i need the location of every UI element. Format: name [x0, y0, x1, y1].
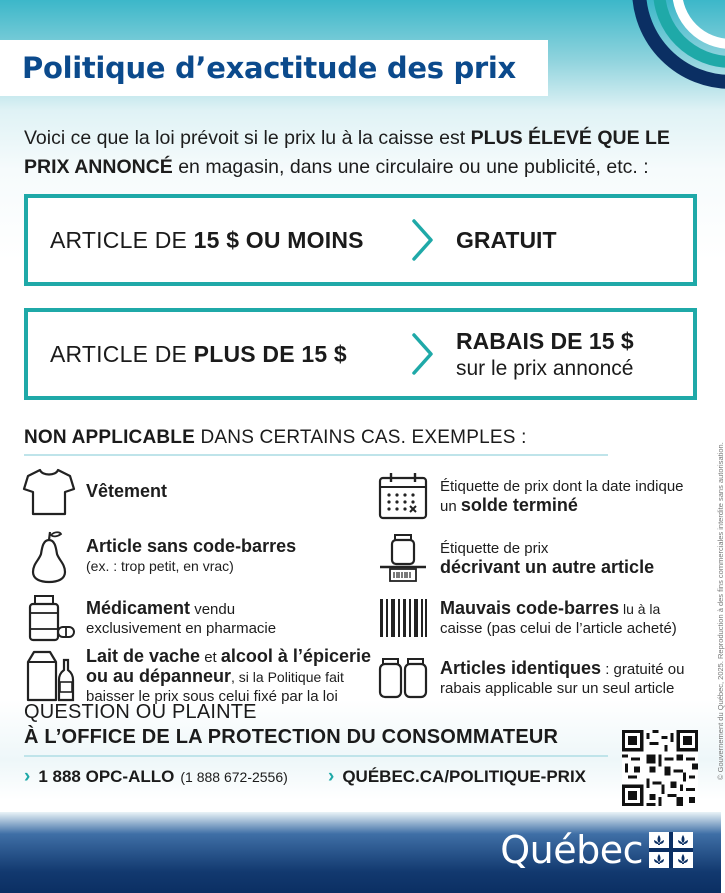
- item-label-3: ou au dépanneur: [86, 665, 232, 686]
- item-label-mid: et: [200, 648, 221, 666]
- exception-item-wrong-barcode: [374, 588, 677, 648]
- medicine-icon: [20, 588, 78, 648]
- exception-item-other-article: [374, 528, 654, 588]
- exception-item-medication: [20, 588, 276, 648]
- rule-result-bold: RABAIS DE 15 $: [456, 327, 634, 354]
- item-detail: Étiquette de prix dont la date indique: [440, 477, 684, 495]
- divider: [24, 755, 608, 757]
- item-label: Médicament: [86, 597, 191, 618]
- intro-part2: en magasin, dans une circulaire ou une publicité, etc. :: [172, 156, 649, 178]
- fleur-de-lis-flag-icon: [649, 832, 693, 868]
- rule-result-sub: sur le prix annoncé: [456, 356, 634, 380]
- item-label-2: alcool à l’épicerie: [220, 645, 371, 666]
- not-applicable-rest: DANS CERTAINS CAS. EXEMPLES :: [195, 427, 527, 448]
- rule-condition-bold: 15 $ OU MOINS: [193, 226, 364, 253]
- intro-bold: PLUS ÉLEVÉ QUE LE PRIX ANNONCÉ: [24, 127, 670, 178]
- chevron-right-icon: ›: [328, 766, 335, 787]
- quebec-logo: [500, 828, 693, 872]
- rule-result-bold: GRATUIT: [456, 226, 557, 253]
- rule-condition-prefix: ARTICLE DE: [50, 226, 194, 253]
- rule-box-over-15: [24, 308, 697, 400]
- rule-result: [448, 227, 557, 254]
- contact-heading: [24, 700, 558, 750]
- item-detail-2: un: [440, 497, 461, 515]
- rule-condition: [28, 227, 398, 254]
- exception-item-expired-sale: [374, 466, 684, 526]
- contact-heading-line1: QUESTION OU PLAINTE: [24, 701, 257, 723]
- rule-condition: [28, 341, 398, 368]
- item-label-after: , si la Politique fait: [231, 668, 344, 685]
- website-url[interactable]: QUÉBEC.CA/POLITIQUE-PRIX: [342, 767, 587, 786]
- item-detail: baisser le prix sous celui fixé par la loi: [86, 687, 338, 705]
- item-detail: (ex. : trop petit, en vrac): [86, 557, 234, 574]
- rule-condition-prefix: ARTICLE DE: [50, 340, 194, 367]
- tshirt-icon: [20, 462, 78, 522]
- website-link[interactable]: [328, 766, 586, 788]
- not-applicable-heading: [24, 427, 527, 449]
- page-title: Politique d’exactitude des prix: [22, 51, 516, 85]
- not-applicable-bold: NON APPLICABLE: [24, 427, 195, 448]
- rule-result: [448, 328, 634, 381]
- exception-item-identical-articles: [374, 648, 684, 708]
- item-label-after: vendu: [190, 600, 236, 618]
- item-label: Lait de vache: [86, 645, 201, 666]
- item-label: décrivant un autre article: [440, 556, 655, 577]
- exception-item-clothing: [20, 462, 167, 522]
- item-label: solde terminé: [460, 494, 578, 515]
- calendar-icon: [374, 466, 432, 526]
- pear-icon: [20, 526, 78, 586]
- chevron-right-icon: [398, 218, 448, 262]
- exception-item-milk-alcohol: [20, 646, 371, 706]
- contact-heading-line2: À L’OFFICE DE LA PROTECTION DU CONSOMMATEUR: [24, 726, 559, 748]
- item-detail: rabais applicable sur un seul article: [440, 679, 675, 697]
- rule-box-15-or-less: [24, 194, 697, 286]
- item-detail: Étiquette de prix: [440, 539, 549, 557]
- phone-number-alt: (1 888 672-2556): [180, 769, 288, 785]
- item-label: Articles identiques: [440, 657, 602, 678]
- phone-number[interactable]: 1 888 OPC-ALLO: [38, 767, 175, 786]
- rule-condition-bold: PLUS DE 15 $: [193, 340, 347, 367]
- quebec-wordmark: Québec: [500, 828, 643, 872]
- decorative-arcs: [591, 0, 721, 110]
- item-label: Vêtement: [86, 481, 168, 501]
- chevron-right-icon: [398, 332, 448, 376]
- item-detail: exclusivement en pharmacie: [86, 619, 277, 637]
- two-jars-icon: [374, 648, 432, 708]
- item-label-after: : gratuité ou: [601, 660, 685, 678]
- qr-code-icon[interactable]: [622, 730, 698, 806]
- intro-text: [24, 124, 694, 182]
- item-label: Article sans code-barres: [86, 535, 297, 556]
- milk-bottle-icon: [20, 646, 78, 706]
- copyright-text: © Gouvernement du Québec, 2025. Reproduction à des fins commerciales interdite sans autorisation.: [716, 442, 725, 780]
- chevron-right-icon: ›: [24, 766, 31, 787]
- phone-link[interactable]: [24, 766, 288, 788]
- item-label-after: lu à la: [619, 600, 661, 617]
- exception-item-no-barcode: [20, 526, 296, 586]
- divider: [24, 454, 608, 456]
- item-label: Mauvais code-barres: [440, 597, 620, 618]
- title-banner: [0, 40, 548, 96]
- jar-shelf-icon: [374, 528, 432, 588]
- intro-part1: Voici ce que la loi prévoit si le prix lu à la caisse est: [24, 127, 471, 149]
- item-detail: caisse (pas celui de l’article acheté): [440, 619, 677, 637]
- barcode-icon: [374, 588, 432, 648]
